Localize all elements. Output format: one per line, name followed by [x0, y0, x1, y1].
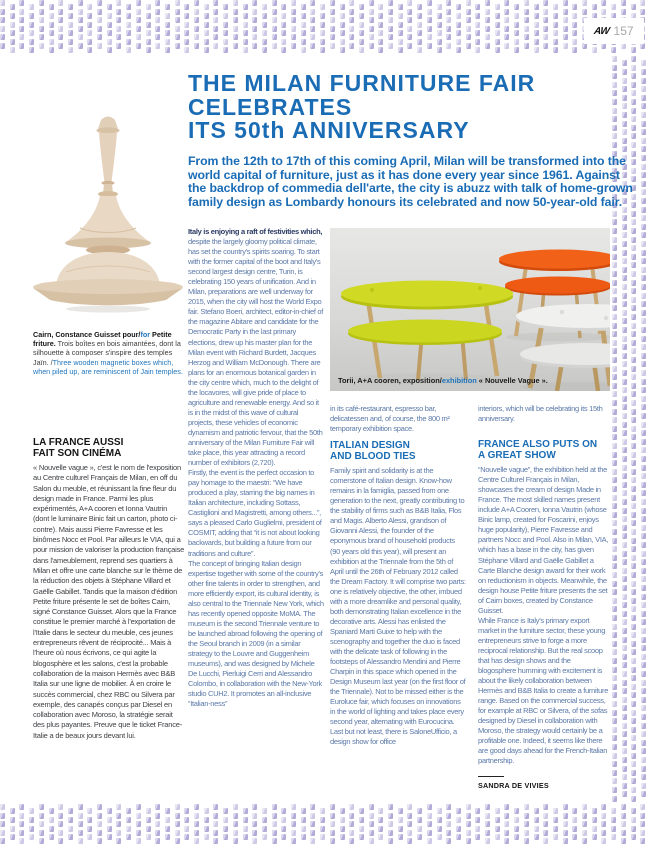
column4-body-paragraph-1: “Nouvelle vague”, the exhibition held at the Centre Culturel Français in Milan, showcases the cream of design Made in France. The most skilled names present include A+A Cooren, Ionna Vautrin (whose Binic lamp, created for Foscarini, enjoys huge popularity), Pierre Favresse and partners Nocc and Pool. Also in Milan, VIA, which has a base in the city, has given Stéphane Villard and Gaëlle Gabillet a Carte Blanche design award for their work on reductionism in objects. Meanwhile, the design house Petite friture presents the set of Cairn boxes, created by Constance Guisset.: [478, 465, 609, 615]
dot-pattern-band-bottom: [0, 804, 652, 845]
cairn-caption-text-fr: Trois boîtes en bois aimantées, dont la silhouette à composer s'inspire des temples Jaïn. /: [33, 339, 181, 367]
author-byline: SANDRA DE VIVIES: [478, 780, 549, 790]
torii-caption: Torii, A+A cooren, exposition/exhibition « Nouvelle Vague ».: [338, 376, 548, 385]
italian-design-heading: ITALIAN DESIGN AND BLOOD TIES: [330, 440, 416, 463]
lead-in-bold: Italy is enjoying a raft of festivities which,: [188, 227, 323, 236]
torii-photo: [330, 228, 610, 391]
cairn-wooden-object-illustration: [20, 112, 185, 322]
page-folio: [584, 18, 644, 44]
intro-paragraph: From the 12th to 17th of this coming April, Milan will be transformed into the world capital of furniture, just as it has done every year since 1961. Against the backdrop of commedia dell'arte, the city is abuzz with talk of home-grown family design as Lombardy honours its celebrated and now 50-year-old fair.: [188, 154, 633, 209]
yellow-table: [341, 281, 513, 381]
column3-body-text: Family spirit and solidarity is at the cornerstone of Italian design. Know-how remains in la famiglia, passed from one generation to the next, greatly contributing to the stability of firms such as B&B Italia, Flos and Magis. Alberto Alessi, grandson of Giovanni Alessi, the founder of the eponymous brand of household products (90 years old this year), will present an exhibition at the Triennale from the 5th of April until the 26th of February 2012 called the Dream Factory. It will comprise two parts: one is relatively objective, the other, imbued with a more dreamlike and personal quality, both demonstrating Italian excellence in the decorative arts. Alessi has enlisted the Spaniard Marti Guixe to help with the scenography and together the duo is faced with the delicate task of following in the footsteps of Alessandro Mendini and Pierre Charpin in this space which opened in the Design Museum last year (on the first floor of the Triennale). Not to be missed either is the Euroluce fair, which focuses on innovations in the world of lighting and takes place every second year, alternating with Eurocucina. Last but not least, there is SaloneUfficio, a design show for office: [330, 466, 466, 747]
cairn-caption-credit-tail: Petite friture.: [33, 330, 172, 349]
cairn-caption: [33, 330, 183, 376]
column-english-2: [330, 404, 466, 747]
column3-runover-text: in its café-restaurant, espresso bar, delicatessen and, of course, the 800 m² temporary exhibition space.: [330, 404, 450, 434]
column-english-1: [188, 227, 325, 709]
title-line-3: ITS 50th ANNIVERSARY: [188, 117, 470, 144]
cairn-photo: [20, 112, 185, 322]
cairn-caption-credit-fr: Cairn, Constance Guisset pour/: [33, 330, 141, 339]
byline-rule: [478, 776, 504, 777]
torii-tables-illustration: [330, 228, 610, 391]
column-english-3: [478, 404, 610, 791]
torii-caption-en-word: exhibition: [441, 376, 477, 385]
cairn-caption-text-en: Three wooden magnetic boxes which, when piled up, are reminiscent of Jain temples.: [33, 357, 183, 376]
title-line-1: THE MILAN FURNITURE FAIR: [188, 70, 536, 97]
page-title: [188, 72, 618, 143]
english-paragraph-1: Italy is enjoying a raft of festivities which, despite the largely gloomy political climate, has set the country's spirits soaring. To start with the former capital of the boot and Italy's second largest design centre, Turin, is celebrating 150 years of unification. And in Milan, preparations are well underway for 2015, when the city will host the World Expo fair. Stefano Boeri, architect, editor-in-chief of the magazine Abitare and candidate for the Democratic Party in the last primary elections, drew up his master plan for the Milan event with Richard Burdett, Jacques Herzog and William McDonough. There are plans for an enormous botanical garden in the city centre which, much to the delight of the locavores, will give pride of place to agriculture and renewable energy. And so it is in the midst of this wave of cultural projects, these vehicles of economic dynamism and patriotic fervour, that the 50th anniversary of the Milan Furniture Fair will take place, this year attracting a record number of exhibitors (2,720).: [188, 227, 324, 468]
page-number: 157: [613, 24, 634, 38]
cairn-caption-credit-en: for: [140, 330, 151, 339]
french-section-heading: LA FRANCE AUSSI FAIT SON CINÉMA: [33, 437, 124, 459]
column-french: [33, 437, 185, 741]
dot-pattern-band-top: [0, 0, 652, 56]
french-body-text: « Nouvelle vague », c'est le nom de l'exposition au Centre culturel Français de Milan, en off du Salon du meuble, et réunissant la fine fleur du design made in France. Parmi les plus expérimentés, A+A cooren et Ionna Vautrin (dont le luminaire Binic fait un carton, photo ci-contre). Mais aussi Pierre Favresse et les binômes Nocc et Pool. Par ailleurs le VIA, qui a pour mission de valoriser la production française dans l'ameublement, reprend ses quartiers à Milan et offre une carte blanche sur le thème de la réduction des objets à Stéphane Villard et Gaëlle Gabillet. Tandis que la maison d'édition Petite friture présente le set de boîtes Cairn, signé Constance Guisset. Alors que la France constitue le premier marché à l'exportation de l'Italie dans le secteur du meuble, ces jeunes entrepreneurs rêvent de réciprocité... Mais à l'heure où nous écrivons, ce qui agite la blogosphère et les salons, c'est la probable collaboration de la maison Hermès avec B&B Italia sur une ligne de mobilier. À en croire le succès commercial, chez RBC ou Silvera par exemple, des canapés conçus par Diesel en collaboration avec Moroso, la stratégie serait des plus payantes. Preuve que le ticket France-Italie a de beaux jours devant lui.: [33, 463, 185, 740]
column4-runover-text: interiors, which will be celebrating its 15th anniversary.: [478, 404, 603, 424]
column4-body-paragraph-2: While France is Italy's primary export market in the furniture sector, these young entrepreneurs strive to forge a more reciprocal relationship. But the real scoop that has design shows and the blogosphere humming with excitement is about the likely collaboration between Hermès and B&B Italia to create a furniture range. Based on the commercial success, for example at RBC or Silvera, of the sofas designed by Diesel in collaboration with Moroso, the strategy would certainly be a profitable one. Indeed, it seems like there are good days ahead for the French-Italian partnership.: [478, 615, 609, 766]
english-paragraph-2: Firstly, the event is the perfect occasion to pay homage to the maestri: “We have produced a play, starring the big names in Italian architecture, including Sottass, Castiglioni and Magistretti, among others...”, says a pleased Carlo Guglielmi, president of COSMIT, adding that “it is not about looking backwards, but building a future from our traditions and culture”.: [188, 468, 322, 558]
france-show-heading: FRANCE ALSO PUTS ON A GREAT SHOW: [478, 439, 598, 462]
magazine-logo: AW: [593, 25, 611, 37]
title-line-2: CELEBRATES: [188, 93, 353, 120]
english-paragraph-3: The concept of bringing Italian design expertise together with some of the country's other fine talents in order to strengthen, and more efficiently export, its cultural identity, is also central to the Triennale New York, which has recently opened opposite MoMA. The museum is the second Triennale venture to be launched abroad following the opening of the Seoul branch in 2009 (in a similar strategy to the Louvre and Guggenheim museums), and was designed by Michele De Lucchi, Pierluigi Cerri and Alessandro Colombo, in collaboration with the New-York studio CUH2. It promotes an all-inclusive “Italian-ness”: [188, 558, 324, 709]
